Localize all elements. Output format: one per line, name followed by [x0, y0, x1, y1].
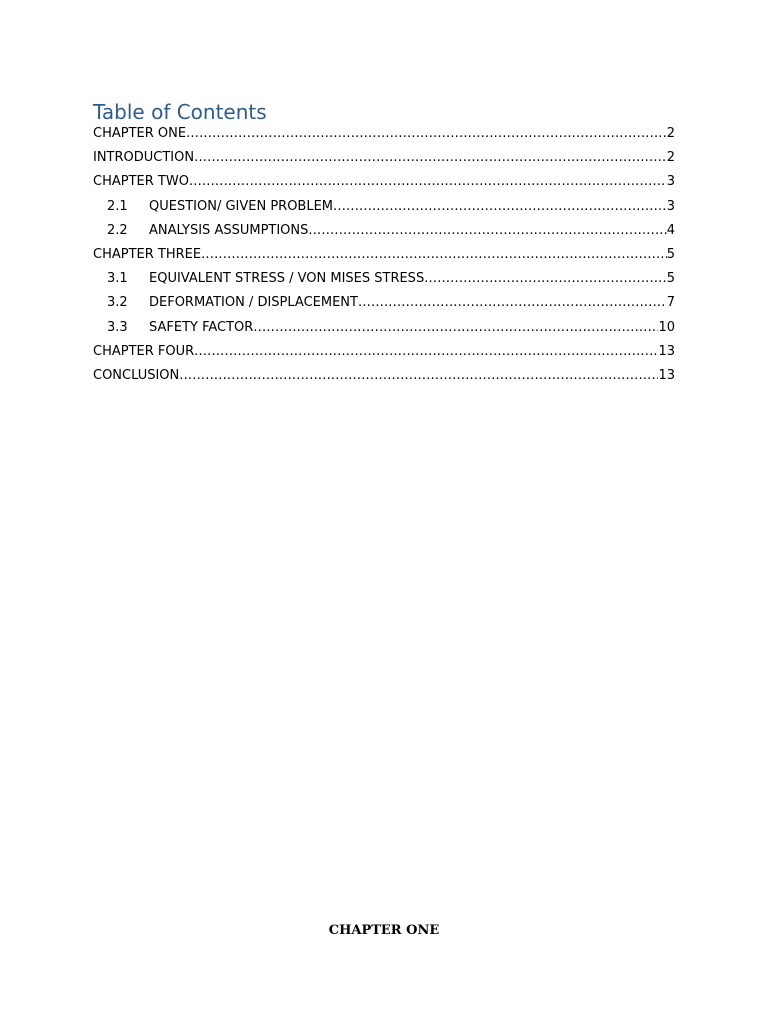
toc-entry-label: INTRODUCTION	[93, 150, 195, 166]
toc-entry[interactable]	[93, 219, 675, 243]
toc-entry[interactable]	[93, 316, 675, 340]
toc-entry[interactable]	[93, 291, 675, 315]
chapter-heading: CHAPTER ONE	[328, 923, 440, 938]
toc-entry-page-number: 4	[666, 222, 675, 238]
toc-dot-leader	[189, 170, 667, 194]
toc-entry-page-number: 2	[666, 150, 675, 166]
toc-entry[interactable]	[93, 243, 675, 267]
toc-entry-label: CONCLUSION	[93, 367, 180, 383]
toc-dot-leader	[194, 146, 667, 170]
toc-entry-label: EQUIVALENT STRESS / VON MISES STRESS	[149, 271, 425, 287]
toc-entry[interactable]	[93, 122, 675, 146]
toc-dot-leader	[333, 195, 667, 219]
toc-dot-leader	[201, 243, 667, 267]
toc-dot-leader	[179, 364, 658, 388]
toc-entry[interactable]	[93, 170, 675, 194]
toc-dot-leader	[194, 340, 658, 364]
toc-title: Table of Contents	[93, 100, 267, 124]
toc-entry-page-number: 13	[658, 367, 675, 383]
toc-entry-page-number: 2	[666, 126, 675, 141]
toc-entry-page-number: 10	[658, 319, 675, 335]
toc-entry-number: 3.2	[107, 295, 128, 311]
toc-entry-page-number: 3	[666, 174, 675, 190]
toc-dot-leader	[253, 316, 658, 340]
toc-entry-label: QUESTION/ GIVEN PROBLEM	[149, 198, 334, 214]
toc-entry-number: 3.3	[107, 319, 128, 335]
toc-entry[interactable]	[93, 340, 675, 364]
toc-entry-label: DEFORMATION / DISPLACEMENT	[149, 295, 358, 311]
toc-entry-label: ANALYSIS ASSUMPTIONS	[149, 222, 309, 238]
toc-entry-page-number: 3	[666, 198, 675, 214]
toc-dot-leader	[424, 267, 667, 291]
toc-dot-leader	[186, 122, 667, 146]
toc-entry-page-number: 7	[666, 295, 675, 311]
toc-entry-page-number: 13	[658, 343, 675, 359]
toc-entry[interactable]	[93, 146, 675, 170]
toc-entry[interactable]	[93, 267, 675, 291]
toc-entry[interactable]	[93, 364, 675, 388]
toc-entry[interactable]	[93, 195, 675, 219]
toc-entry-label: CHAPTER THREE	[93, 246, 202, 262]
toc-entry-page-number: 5	[666, 246, 675, 262]
toc-dot-leader	[308, 219, 666, 243]
toc-entry-label: SAFETY FACTOR	[149, 319, 254, 335]
toc-entry-number: 3.1	[107, 271, 128, 287]
toc-entry-number: 2.1	[107, 198, 128, 214]
toc-entry-label: CHAPTER TWO	[93, 174, 189, 190]
toc-entry-label: CHAPTER FOUR	[93, 343, 195, 359]
toc-dot-leader	[358, 291, 667, 315]
toc-entry-page-number: 5	[666, 271, 675, 287]
table-of-contents	[93, 122, 675, 388]
toc-entry-number: 2.2	[107, 222, 128, 238]
toc-entry-label: CHAPTER ONE	[93, 126, 187, 141]
